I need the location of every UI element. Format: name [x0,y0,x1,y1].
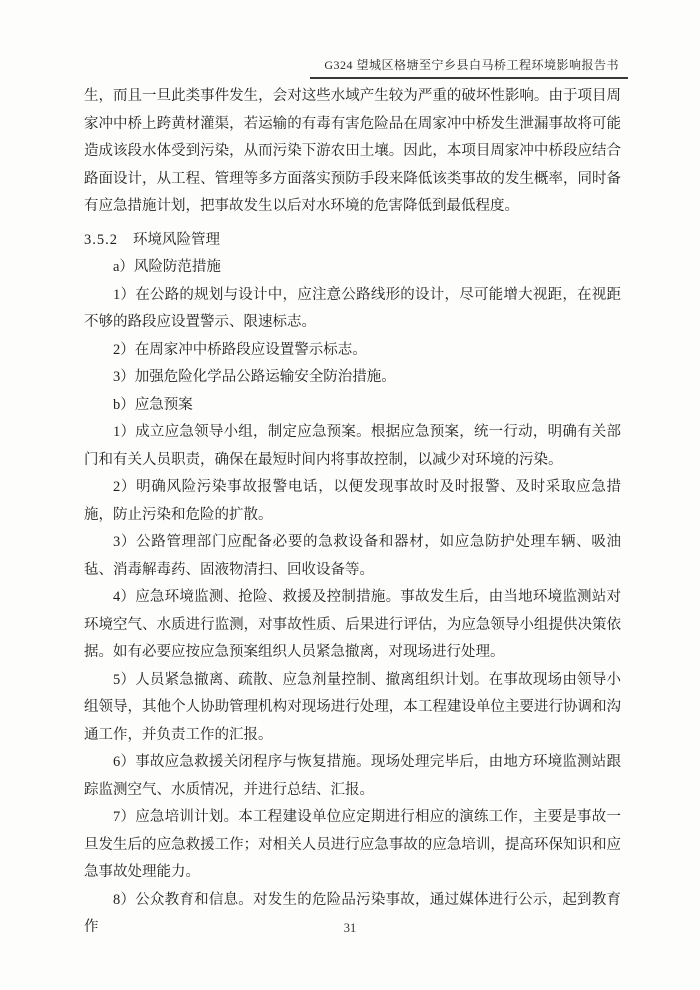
page-number: 31 [343,921,357,935]
item-6-closure-recovery: 6）事故应急救援关闭程序与恢复措施。现场处理完毕后，由地方环境监测站跟踪监测空气、水质情况，并进行总结、汇报。 [84,754,621,798]
report-header-title: G324 望城区格塘至宁乡县白马桥工程环境影响报告书 [310,56,628,79]
document-body [84,83,621,942]
paragraph-risk-impact-continuation: 生，而且一旦此类事件发生，会对这些水域产生较为严重的破坏性影响。由于项目周家冲中桥上跨黄材灌渠，若运输的有毒有害危险品在周家冲中桥发生泄漏事故将可能造成该段水体受到污染，从而污染下游农田土壤。因此，本项目周家冲中桥段应结合路面设计，从工程、管理等多方面落实预防手段来降低该类事故的发生概率，同时备有应急措施计划，把事故发生以后对水环境的危害降低到最低程度。 [84,88,621,214]
item-a-prevention-measures: a）风险防范措施 [113,259,221,275]
item-7-training-plan: 7）应急培训计划。本工程建设单位应定期进行相应的演练工作，主要是事故一旦发生后的应急救援工作；对相关人员进行应急事故的应急培训，提高环保知识和应急事故处理能力。 [84,809,621,880]
item-b-emergency-plan: b）应急预案 [113,396,193,413]
item-1-leading-group: 1）成立应急领导小组，制定应急预案。根据应急预案，统一行动，明确有关部门和有关人员职责，确保在最短时间内将事故控制，以减少对环境的污染。 [84,424,621,468]
item-3-hazmat-transport: 3）加强危险化学品公路运输安全防治措施。 [113,369,396,385]
item-4-emergency-monitoring: 4）应急环境监测、抢险、救援及控制措施。事故发生后，由当地环境监测站对环境空气、水质进行监测，对事故性质、后果进行评估，为应急领导小组提供决策依据。如有必要应按应急预案组织人员紧急撤离，对现场进行处理。 [84,589,621,660]
page-footer [0,921,700,936]
item-2-warning-signs: 2）在周家冲中桥路段应设置警示标志。 [113,341,367,358]
item-5-evacuation-plan: 5）人员紧急撤离、疏散、应急剂量控制、撤离组织计划。在事故现场由领导小组领导，其他个人协助管理机构对现场进行处理，本工程建设单位主要进行协调和沟通工作，并负责工作的汇报。 [84,671,621,743]
item-8-public-education: 8）公众教育和信息。对发生的危险品污染事故，通过媒体进行公示，起到教育作 [84,891,621,935]
section-heading-3-5-2 [84,227,621,255]
page-header [0,56,628,79]
item-2-alarm-phone: 2）明确风险污染事故报警电话，以便发现事故时及时报警、及时采取应急措施，防止污染和危险的扩散。 [84,479,621,523]
section-title: 环境风险管理 [133,231,220,248]
item-1-road-design: 1）在公路的规划与设计中，应注意公路线形的设计，尽可能增大视距，在视距不够的路段应设置警示、限速标志。 [84,286,621,330]
section-number: 3.5.2 [84,231,118,248]
item-3-rescue-equipment: 3）公路管理部门应配备必要的急救设备和器材，如应急防护处理车辆、吸油毡、消毒解毒药、固液物清扫、回收设备等。 [84,534,621,578]
